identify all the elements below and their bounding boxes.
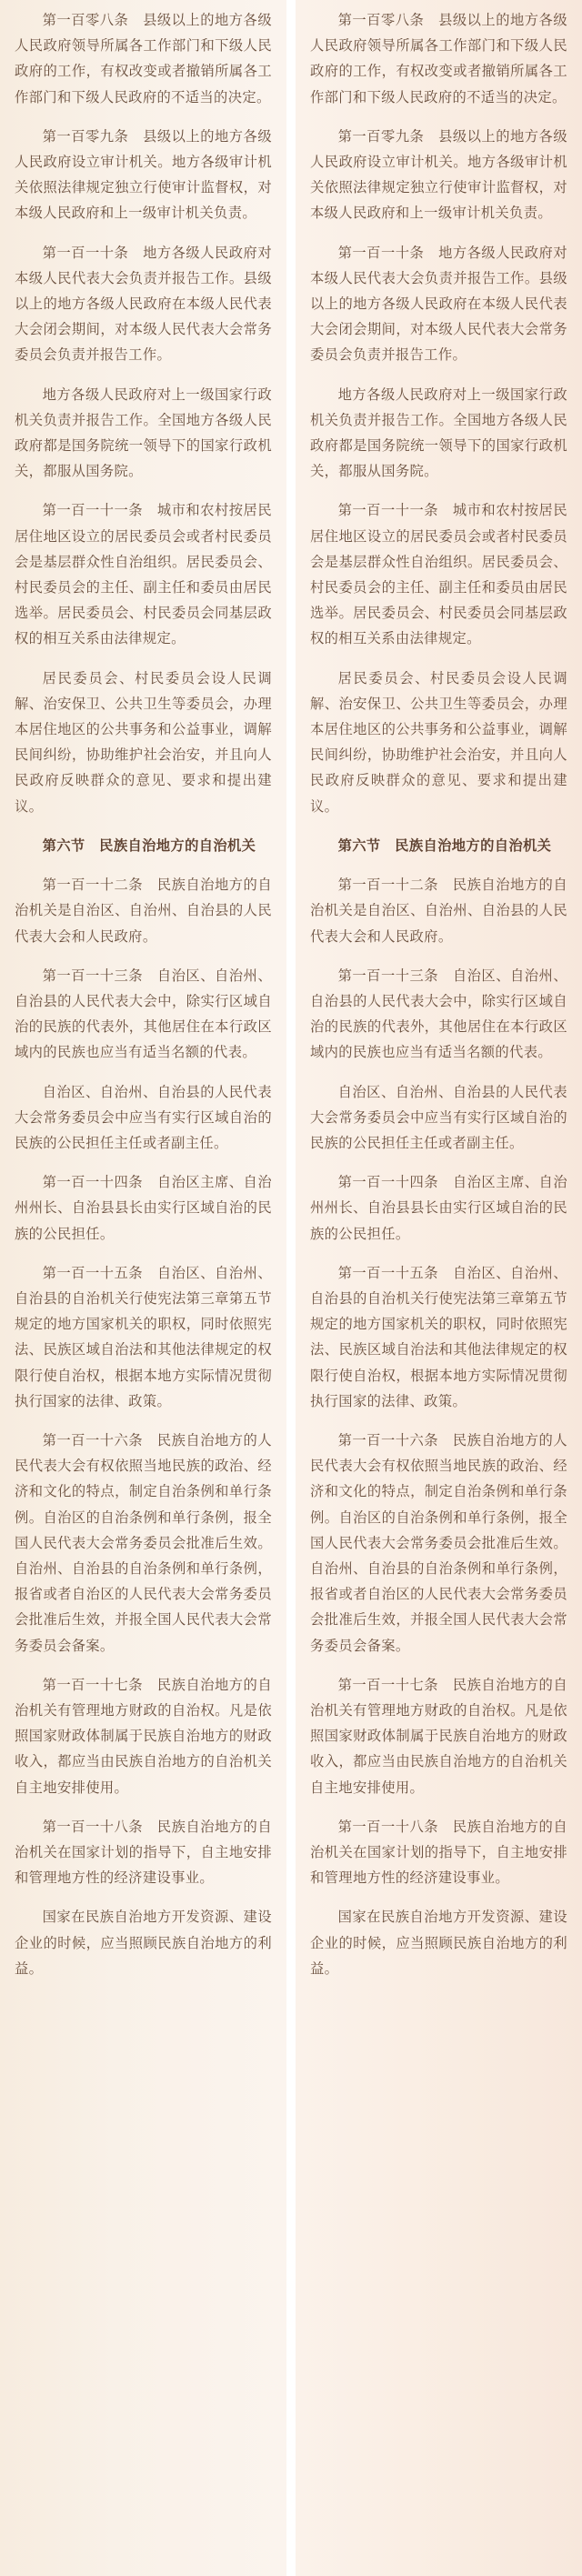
article-paragraph: 第一百一十条 地方各级人民政府对本级人民代表大会负责并报告工作。县级以上的地方各级人民政府在本级人民代表大会闭会期间，对本级人民代表大会常务委员会负责并报告工作。	[310, 244, 567, 364]
article-paragraph: 第一百零八条 县级以上的地方各级人民政府领导所属各工作部门和下级人民政府的工作，有权改变或者撤销所属各工作部门和下级人民政府的不适当的决定。	[15, 12, 272, 105]
article-paragraph: 第一百一十七条 民族自治地方的自治机关有管理地方财政的自治权。凡是依照国家财政体制属于民族自治地方的财政收入，都应当由民族自治地方的自治机关自主地安排使用。	[15, 1676, 272, 1796]
left-column	[0, 0, 286, 2576]
article-paragraph: 第一百一十四条 自治区主席、自治州州长、自治县县长由实行区域自治的民族的公民担任。	[15, 1174, 272, 1242]
section-heading: 第六节 民族自治地方的自治机关	[42, 837, 256, 854]
article-paragraph: 居民委员会、村民委员会设人民调解、治安保卫、公共卫生等委员会，办理本居住地区的公共事务和公益事业，调解民间纠纷，协助维护社会治安，并且向人民政府反映群众的意见、要求和提出建议。	[15, 669, 272, 815]
article-paragraph: 第一百一十八条 民族自治地方的自治机关在国家计划的指导下，自主地安排和管理地方性的经济建设事业。	[310, 1818, 567, 1887]
article-paragraph: 第一百一十一条 城市和农村按居民居住地区设立的居民委员会或者村民委员会是基层群众性自治组织。居民委员会、村民委员会的主任、副主任和委员由居民选举。居民委员会、村民委员会同基层政权的相互关系由法律规定。	[15, 502, 272, 647]
article-paragraph: 国家在民族自治地方开发资源、建设企业的时候，应当照顾民族自治地方的利益。	[310, 1909, 567, 1977]
article-paragraph: 第一百一十五条 自治区、自治州、自治县的自治机关行使宪法第三章第五节规定的地方国家机关的职权，同时依照宪法、民族区域自治法和其他法律规定的权限行使自治权，根据本地方实际情况贯彻执行国家的法律、政策。	[15, 1264, 272, 1409]
article-paragraph: 第一百一十六条 民族自治地方的人民代表大会有权依照当地民族的政治、经济和文化的特点，制定自治条例和单行条例。自治区的自治条例和单行条例，报全国人民代表大会常务委员会批准后生效。自治州、自治县的自治条例和单行条例，报省或者自治区的人民代表大会常务委员会批准后生效，并报全国人民代表大会常务委员会备案。	[310, 1431, 567, 1654]
article-paragraph: 国家在民族自治地方开发资源、建设企业的时候，应当照顾民族自治地方的利益。	[15, 1909, 272, 1977]
right-column	[296, 0, 582, 2576]
section-heading: 第六节 民族自治地方的自治机关	[337, 837, 552, 854]
article-paragraph: 第一百零九条 县级以上的地方各级人民政府设立审计机关。地方各级审计机关依照法律规定独立行使审计监督权，对本级人民政府和上一级审计机关负责。	[15, 127, 272, 222]
article-paragraph: 地方各级人民政府对上一级国家行政机关负责并报告工作。全国地方各级人民政府都是国务院统一领导下的国家行政机关，都服从国务院。	[15, 386, 272, 480]
article-paragraph: 自治区、自治州、自治县的人民代表大会常务委员会中应当有实行区域自治的民族的公民担任主任或者副主任。	[15, 1083, 272, 1151]
article-paragraph: 第一百一十二条 民族自治地方的自治机关是自治区、自治州、自治县的人民代表大会和人民政府。	[15, 877, 272, 945]
article-paragraph: 第一百零九条 县级以上的地方各级人民政府设立审计机关。地方各级审计机关依照法律规定独立行使审计监督权，对本级人民政府和上一级审计机关负责。	[310, 127, 567, 222]
article-paragraph: 第一百一十三条 自治区、自治州、自治县的人民代表大会中，除实行区域自治的民族的代表外，其他居住在本行政区域内的民族也应当有适当名额的代表。	[15, 967, 272, 1061]
article-paragraph: 第一百一十八条 民族自治地方的自治机关在国家计划的指导下，自主地安排和管理地方性的经济建设事业。	[15, 1818, 272, 1887]
article-paragraph: 第一百一十条 地方各级人民政府对本级人民代表大会负责并报告工作。县级以上的地方各级人民政府在本级人民代表大会闭会期间，对本级人民代表大会常务委员会负责并报告工作。	[15, 244, 272, 364]
article-paragraph: 第一百一十二条 民族自治地方的自治机关是自治区、自治州、自治县的人民代表大会和人民政府。	[310, 877, 567, 945]
article-paragraph: 第一百一十六条 民族自治地方的人民代表大会有权依照当地民族的政治、经济和文化的特点，制定自治条例和单行条例。自治区的自治条例和单行条例，报全国人民代表大会常务委员会批准后生效。自治州、自治县的自治条例和单行条例，报省或者自治区的人民代表大会常务委员会批准后生效，并报全国人民代表大会常务委员会备案。	[15, 1431, 272, 1654]
article-paragraph: 地方各级人民政府对上一级国家行政机关负责并报告工作。全国地方各级人民政府都是国务院统一领导下的国家行政机关，都服从国务院。	[310, 386, 567, 480]
article-paragraph: 第一百一十三条 自治区、自治州、自治县的人民代表大会中，除实行区域自治的民族的代表外，其他居住在本行政区域内的民族也应当有适当名额的代表。	[310, 967, 567, 1061]
article-paragraph: 第一百一十七条 民族自治地方的自治机关有管理地方财政的自治权。凡是依照国家财政体制属于民族自治地方的财政收入，都应当由民族自治地方的自治机关自主地安排使用。	[310, 1676, 567, 1796]
article-paragraph: 第一百一十一条 城市和农村按居民居住地区设立的居民委员会或者村民委员会是基层群众性自治组织。居民委员会、村民委员会的主任、副主任和委员由居民选举。居民委员会、村民委员会同基层政权的相互关系由法律规定。	[310, 502, 567, 647]
article-paragraph: 第一百零八条 县级以上的地方各级人民政府领导所属各工作部门和下级人民政府的工作，有权改变或者撤销所属各工作部门和下级人民政府的不适当的决定。	[310, 12, 567, 105]
article-paragraph: 第一百一十四条 自治区主席、自治州州长、自治县县长由实行区域自治的民族的公民担任。	[310, 1174, 567, 1242]
article-paragraph: 第一百一十五条 自治区、自治州、自治县的自治机关行使宪法第三章第五节规定的地方国家机关的职权，同时依照宪法、民族区域自治法和其他法律规定的权限行使自治权，根据本地方实际情况贯彻执行国家的法律、政策。	[310, 1264, 567, 1409]
article-paragraph: 自治区、自治州、自治县的人民代表大会常务委员会中应当有实行区域自治的民族的公民担任主任或者副主任。	[310, 1083, 567, 1151]
article-paragraph: 居民委员会、村民委员会设人民调解、治安保卫、公共卫生等委员会，办理本居住地区的公共事务和公益事业，调解民间纠纷，协助维护社会治安，并且向人民政府反映群众的意见、要求和提出建议。	[310, 669, 567, 815]
